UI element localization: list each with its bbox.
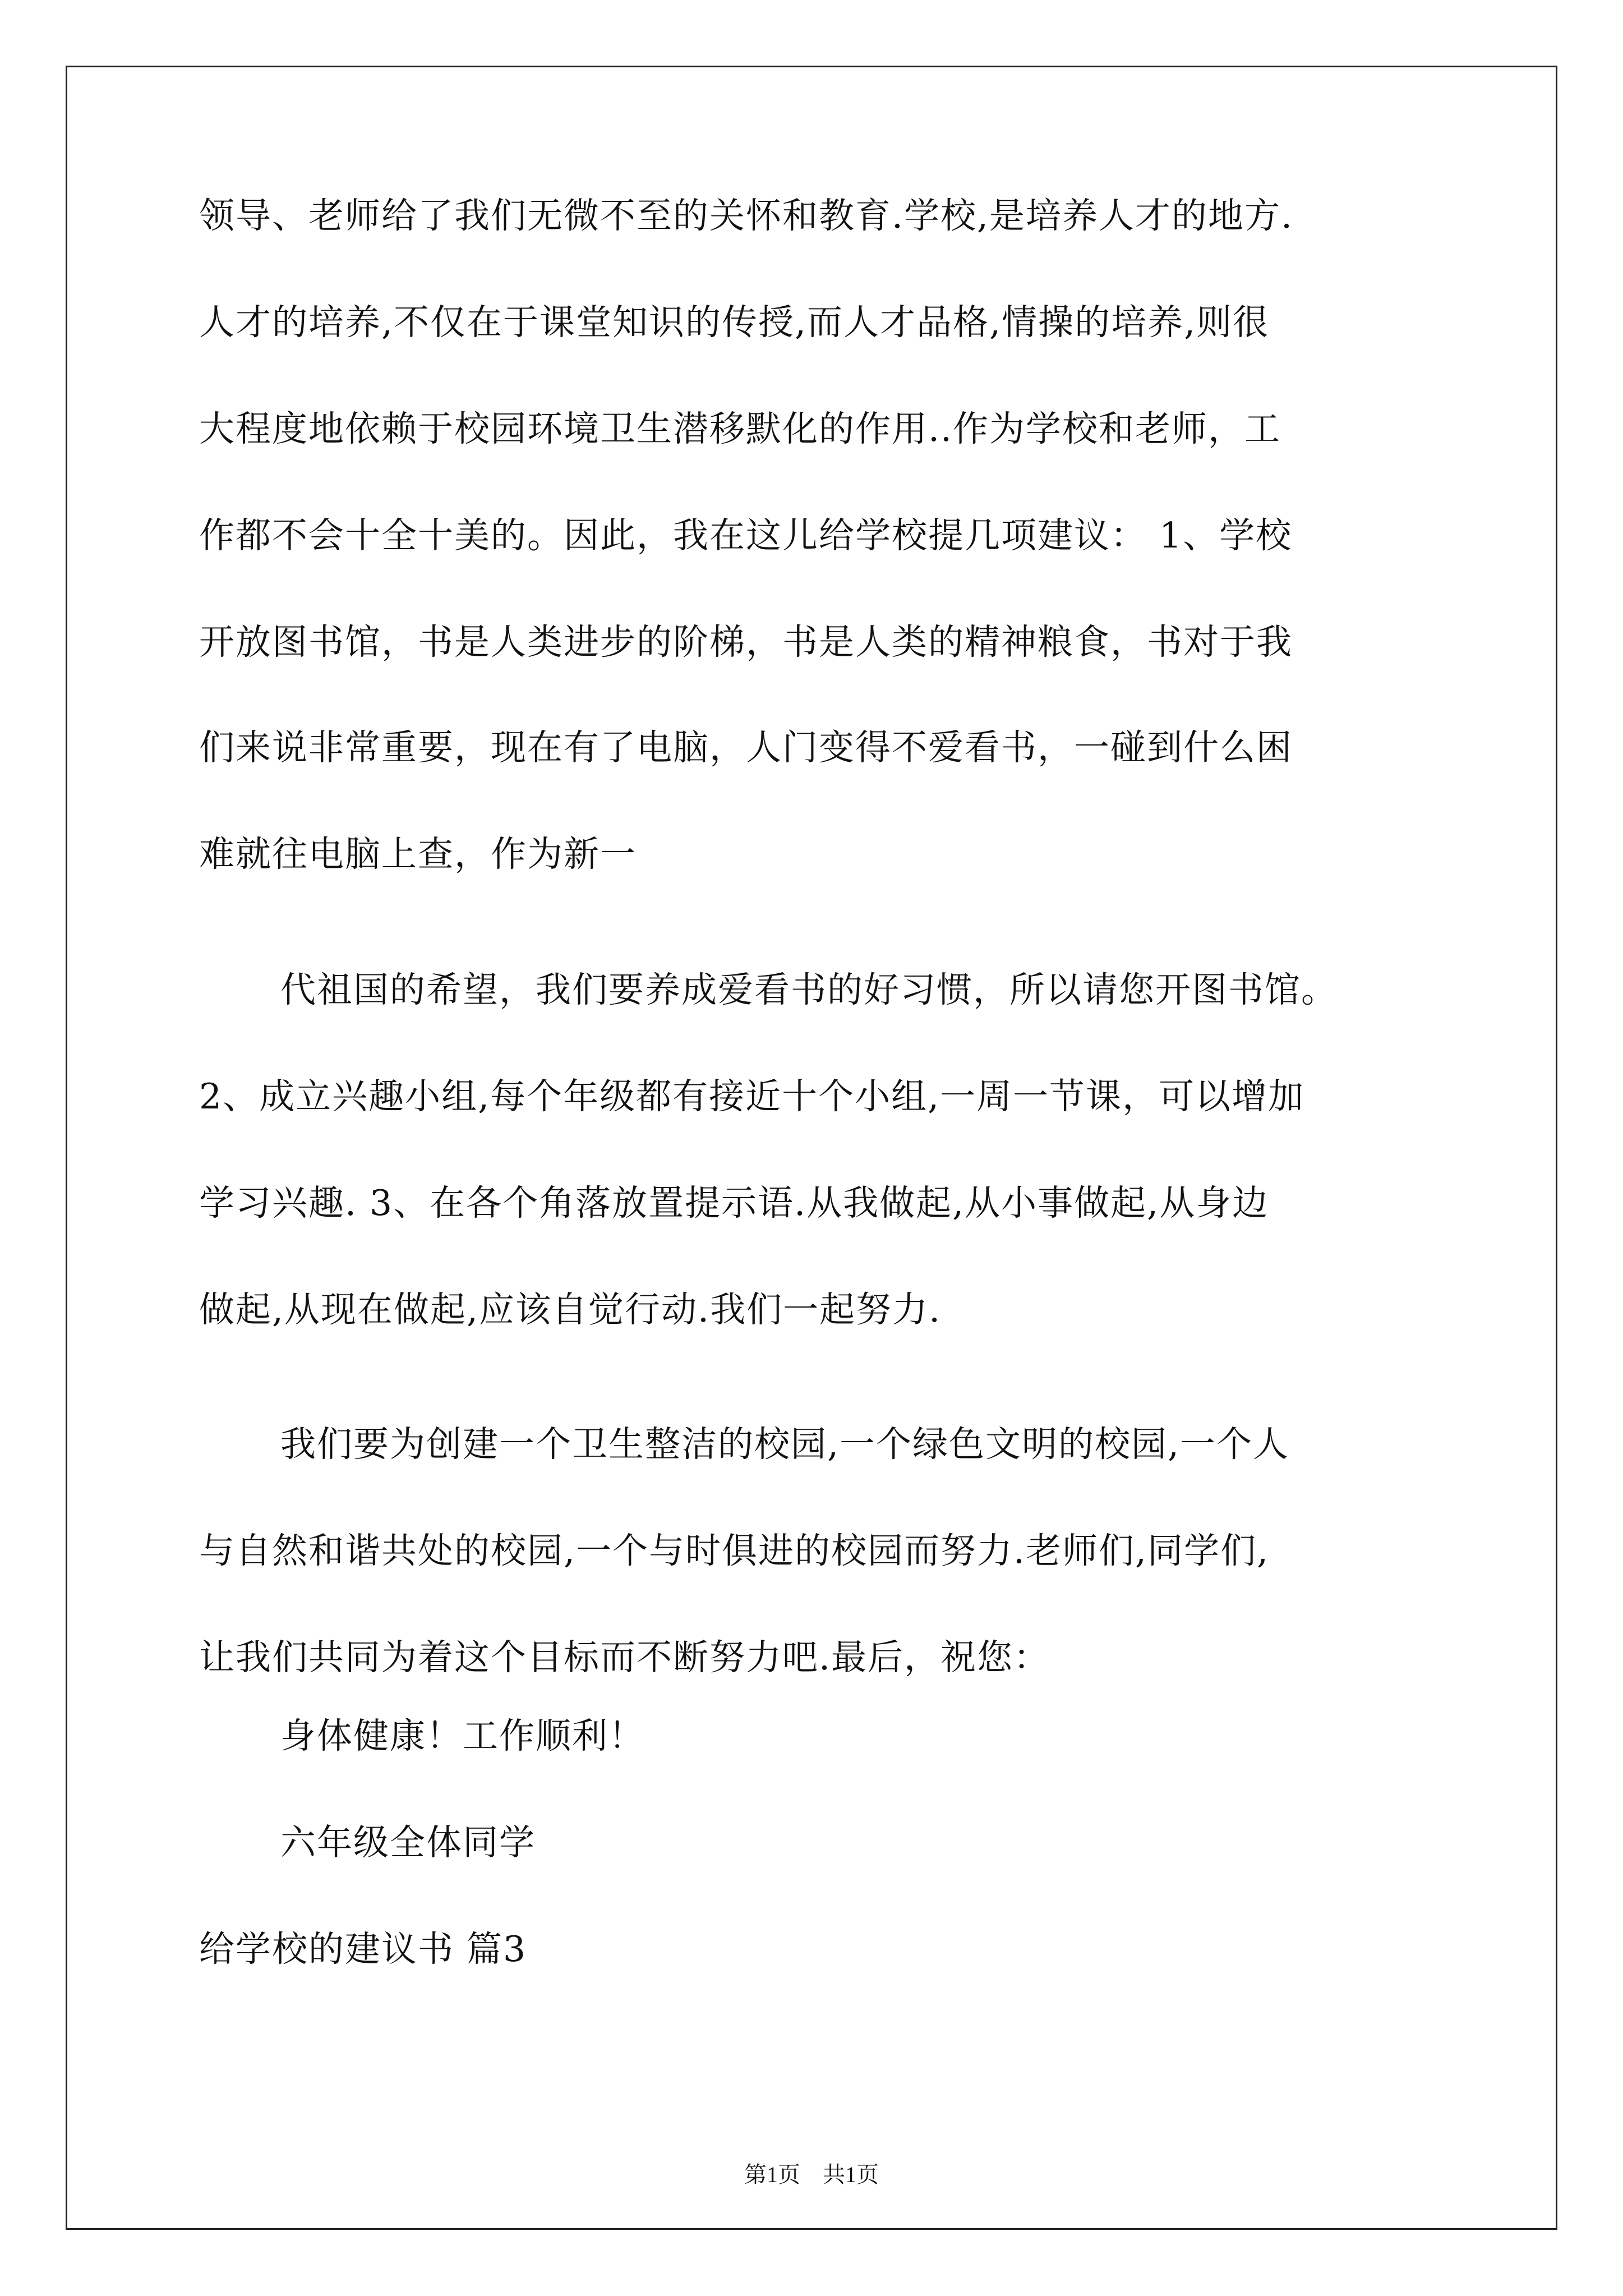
page-border [66,66,1557,2230]
text-line: 领导、老师给了我们无微不至的关怀和教育.学校,是培养人才的地方. [199,195,1294,236]
text-line: 们来说非常重要，现在有了电脑，人门变得不爱看书，一碰到什么困 [199,727,1293,768]
text-line: 让我们共同为着这个目标而不断努力吧.最后，祝您： [199,1637,1050,1678]
text-line: 难就往电脑上查，作为新一 [199,834,637,875]
text-line: 作都不会十全十美的。因此，我在这儿给学校提几项建议： 1、学校 [199,515,1293,556]
text-line: 学习兴趣. 3、在各个角落放置提示语.从我做起,从小事做起,从身边 [199,1182,1269,1223]
page-footer: 第1页 共1页 [744,2162,879,2187]
section-heading: 给学校的建议书 篇3 [199,1929,527,1970]
text-line: 大程度地依赖于校园环境卫生潜移默化的作用..作为学校和老师，工 [199,408,1281,449]
text-line: 开放图书馆，书是人类进步的阶梯，书是人类的精神粮食，书对于我 [199,622,1293,662]
signature-line: 六年级全体同学 [280,1822,536,1863]
text-line: 2、成立兴趣小组,每个年级都有接近十个小组,一周一节课，可以增加 [199,1076,1305,1117]
closing-wish: 身体健康！工作顺利！ [280,1715,645,1756]
text-line: 人才的培养,不仅在于课堂知识的传授,而人才品格,情操的培养,则很 [199,302,1270,343]
paragraph-start: 代祖国的希望，我们要养成爱看书的好习惯，所以请您开图书馆。 [280,969,1338,1010]
paragraph-start: 我们要为创建一个卫生整洁的校园,一个绿色文明的校园,一个人 [280,1424,1290,1465]
text-line: 与自然和谐共处的校园,一个与时俱进的校园而努力.老师们,同学们, [199,1530,1270,1571]
text-line: 做起,从现在做起,应该自觉行动.我们一起努力. [199,1289,942,1330]
